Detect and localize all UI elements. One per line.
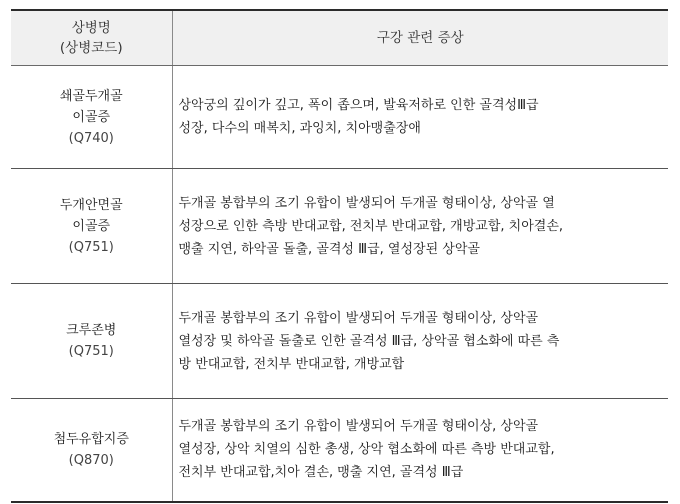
- symptom-line: 성장으로 인한 측방 반대교합, 전치부 반대교합, 개방교합, 치아결손,: [178, 218, 564, 234]
- symptom-line: 열성장, 상악 치열의 심한 총생, 상악 협소화에 따른 측방 반대교합,: [178, 442, 555, 458]
- symptom-line: 열성장 및 하악골 돌출로 인한 골격성 Ⅲ급, 상악골 협소화에 따른 측: [178, 333, 560, 349]
- disease-name: 두개안면골: [59, 197, 123, 213]
- disease-code: (Q870): [68, 452, 114, 468]
- disease-name: 첨두유합지증: [53, 431, 129, 447]
- symptom-cell: [172, 284, 668, 399]
- header-disease-code-label: (상병코드): [59, 40, 123, 56]
- table-header-row: [11, 10, 668, 66]
- symptom-line: 두개골 봉합부의 조기 유합이 발생되어 두개골 형태이상, 상악골 열: [178, 195, 555, 211]
- disease-name: 이골증: [72, 218, 111, 234]
- symptom-line: 전치부 반대교합,치아 결손, 맹출 지연, 골격성 Ⅲ급: [178, 465, 464, 481]
- symptom-cell: [172, 66, 668, 169]
- table-row: [11, 399, 668, 502]
- disease-name: 쇄골두개골: [59, 88, 123, 104]
- disease-symptom-table: [11, 9, 668, 503]
- disease-code: (Q751): [68, 344, 114, 359]
- symptom-line: 방 반대교합, 전치부 반대교합, 개방교합: [178, 356, 405, 372]
- disease-code: (Q740): [68, 130, 114, 146]
- disease-name: 이골증: [72, 109, 111, 125]
- disease-name: 크루존병: [66, 323, 117, 338]
- disease-cell: [11, 399, 172, 502]
- symptom-line: 성장, 다수의 매복치, 과잉치, 치아맹출장애: [178, 121, 421, 136]
- symptom-line: 두개골 봉합부의 조기 유합이 발생되어 두개골 형태이상, 상악골: [178, 310, 539, 326]
- table-row: [11, 169, 668, 284]
- header-disease-name-label: 상병명: [71, 20, 111, 36]
- symptom-line: 두개골 봉합부의 조기 유합이 발생되어 두개골 형태이상, 상악골: [178, 419, 539, 435]
- header-disease-name: [11, 10, 172, 66]
- symptom-cell: [172, 399, 668, 502]
- disease-code: (Q751): [68, 239, 114, 255]
- disease-cell: [11, 169, 172, 284]
- disease-cell: [11, 66, 172, 169]
- symptom-cell: [172, 169, 668, 284]
- symptom-line: 상악궁의 깊이가 깊고, 폭이 좁으며, 발육저하로 인한 골격성Ⅲ급: [178, 98, 539, 113]
- disease-cell: [11, 284, 172, 399]
- header-oral-symptoms: 구강 관련 증상: [172, 10, 668, 66]
- symptom-line: 맹출 지연, 하악골 돌출, 골격성 Ⅲ급, 열성장된 상악골: [178, 241, 480, 257]
- table-row: [11, 66, 668, 169]
- table-row: [11, 284, 668, 399]
